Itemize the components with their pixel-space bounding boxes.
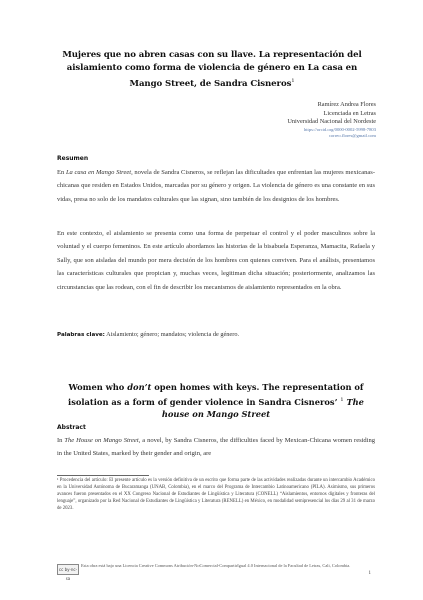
abstract-es-heading: Resumen: [57, 155, 89, 162]
author-name: Ramírez Andrea Flores: [317, 101, 376, 108]
footnote-mark: 1: [291, 78, 295, 84]
footnote-mark-en: 1: [340, 396, 344, 403]
license-text: Esta obra está bajo una Licencia Creative Commons Atribución-NoComercial-CompartirIgual 4.0 Internacional de la Facultad de Letras, Cali, Colombia.: [81, 563, 351, 568]
work-title-en: The house on Mango Street: [161, 396, 364, 419]
spanish-title: [52, 49, 372, 91]
keywords-label: Palabras clave:: [57, 332, 105, 338]
work-title-es: La casa en Mango Street: [65, 169, 132, 176]
footnote-divider: [57, 475, 149, 476]
creative-commons-icon[interactable]: cc by-nc-sa: [57, 564, 79, 575]
keywords-es: [57, 330, 375, 340]
author-orcid-link[interactable]: https://orcid.org/0000-0002-5998-7803: [303, 126, 376, 132]
author-affiliation-university: Universidad Nacional del Nordeste: [287, 118, 376, 126]
author-email-link[interactable]: correo.flores@gmail.com: [328, 132, 376, 138]
author-block: [287, 101, 376, 139]
english-title: Women who don’t open homes with keys. The representation of isolation as a form of gender violence in Sandra Cisneros’ $^1$ The house on Mango Street: [68, 382, 364, 419]
keywords-value: Aislamiento; género; mandatos; violencia de género.: [106, 331, 240, 338]
footnote: ¹ Procedencia del artículo: El presente artículo es la versión definitiva de un escrito que forma parte de las actividades realizadas durante un intercambio Académico en la Universidad Autónoma de Bucaramanga (UNAB, Colombia), en el marco del Programa de Intercambio Latinoamericano (PILA). Asimismo, sus primeros avances fueron presentados en el XX Congreso Nacional de Estudiantes de Lingüística y Literatura (CONELL) “Aislamientos, entornos digitales y fronteras del lenguaje”, organizado por la Red Nacional de Estudiantes de Lingüística y Literatura (RENELL) en México, en modalidad semipresencial los días 29 al 31 de marzo de 2023.: [57, 478, 375, 511]
page-number: 1: [368, 571, 371, 576]
abstract-es-body: En este contexto, el aislamiento se presenta como una forma de perpetuar el control y el poder masculinos sobre la voluntad y el cuerpo femeninos. En este artículo abordamos las historias de la bisabuela Esperanza, Mamacita, Rafaela y Sally, que son aisladas del mundo por mera decisión de los hombres con quienes conviven. Para el análisis, presentamos las características culturales que propician y, muchas veces, legitiman dicha situación; posteriormente, analizamos las circunstancias que las rodean, con el fin de describir los mecanismos de aislamiento representados en la obra.: [57, 230, 375, 291]
abstract-en-heading: Abstract: [57, 424, 86, 431]
abstract-es-intro: En La casa en Mango Street, novela de Sandra Cisneros, se reflejan las dificultades que enfrentan las mujeres mexicanas-chicanas que residen en Estados Unidos, marcadas por su género y origen. La violencia de género es una constante en sus vidas, presa no solo de los mandatos culturales que las signan, sino también de los designios de los hombres.: [57, 169, 375, 203]
abstract-en-body: In The House on Mango Street, a novel, by Sandra Cisneros, the difficulties faced by Mexican-Chicana women residing in the United States, marked by their gender and origin, are: [57, 437, 375, 458]
author-affiliation-degree: Licenciada en Letras: [323, 109, 376, 117]
work-title-en-inline: The House on Mango Street: [64, 437, 139, 444]
spanish-title-text: Mujeres que no abren casas con su llave. La representación del aislamiento como forma de violencia de género en La casa en Mango Street, de Sandra Cisneros: [62, 50, 362, 89]
